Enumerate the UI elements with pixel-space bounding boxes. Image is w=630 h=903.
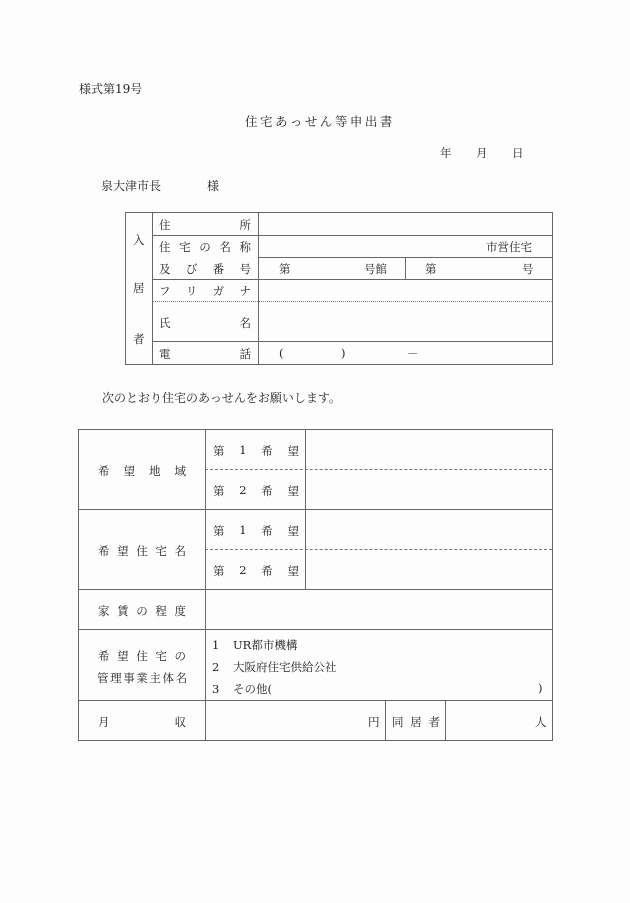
- room-suffix: 号: [522, 262, 534, 276]
- page-title: 住宅あっせん等申出書: [245, 114, 395, 129]
- label-housing-name: 住 宅 の 名 称: [159, 240, 251, 254]
- phone-dash: －: [407, 347, 419, 361]
- side-label-char: 者: [133, 332, 145, 346]
- date-day-label: 日: [512, 146, 524, 160]
- label-rent-level: 家 賃 の 程 度: [98, 604, 186, 618]
- building-suffix: 号館: [364, 262, 387, 276]
- management-option-1[interactable]: 1 UR都市機構: [212, 638, 298, 652]
- phone-field[interactable]: [259, 342, 552, 364]
- area-choice-2-field[interactable]: [306, 470, 552, 509]
- phone-close-paren: ): [341, 346, 346, 360]
- side-label-char: 入: [133, 233, 145, 247]
- addressee-name: 泉大津市長: [101, 179, 162, 193]
- divider: [205, 429, 206, 740]
- address-field[interactable]: [259, 213, 552, 235]
- housing-choice-1-field[interactable]: [306, 510, 552, 549]
- label-housing-choice-2: 第 2 希 望: [213, 563, 299, 578]
- side-label-char: 居: [133, 281, 145, 295]
- furigana-field[interactable]: [259, 280, 552, 301]
- label-housing-number: 及 び 番 号: [159, 262, 251, 276]
- form-number: 様式第19号: [79, 82, 143, 96]
- label-furigana: フ リ ガ ナ: [159, 284, 251, 298]
- rent-level-field[interactable]: [206, 590, 552, 629]
- label-desired-housing: 希 望 住 宅 名: [98, 544, 186, 558]
- building-prefix: 第: [279, 262, 291, 276]
- label-address: 住 所: [159, 218, 251, 232]
- request-text: 次のとおり住宅のあっせんをお願いします。: [102, 391, 341, 405]
- cohabitants-unit: 人: [535, 715, 547, 729]
- divider: [78, 629, 552, 630]
- housing-name-suffix: 市営住宅: [486, 240, 532, 254]
- room-prefix: 第: [425, 262, 437, 276]
- divider: [385, 700, 386, 740]
- cohabitants-field[interactable]: [446, 701, 532, 740]
- management-option-2[interactable]: 2 大阪府住宅供給公社: [212, 660, 337, 674]
- label-management-line1: 希 望 住 宅 の: [98, 649, 186, 663]
- income-unit: 円: [368, 715, 380, 729]
- management-other-field[interactable]: [271, 681, 536, 697]
- label-phone: 電 話: [159, 347, 251, 361]
- area-choice-1-field[interactable]: [306, 430, 552, 469]
- management-option-3[interactable]: 3 その他(: [212, 682, 272, 696]
- label-monthly-income: 月 収: [98, 715, 186, 729]
- label-name: 氏 名: [159, 316, 251, 330]
- label-area-choice-2: 第 2 希 望: [213, 483, 299, 498]
- date-year-label: 年: [440, 146, 452, 160]
- label-cohabitants: 同 居 者: [392, 715, 440, 729]
- label-management-line2: 管理事業主体名: [97, 671, 189, 685]
- label-desired-area: 希 望 地 域: [98, 464, 186, 478]
- management-other-close-paren: ): [538, 681, 543, 695]
- monthly-income-field[interactable]: [206, 701, 366, 740]
- addressee-honorific: 様: [207, 179, 220, 193]
- label-housing-choice-1: 第 1 希 望: [213, 523, 299, 538]
- label-area-choice-1: 第 1 希 望: [213, 443, 299, 458]
- date-month-label: 月: [476, 146, 488, 160]
- phone-open-paren: (: [279, 346, 284, 360]
- housing-choice-2-field[interactable]: [306, 550, 552, 589]
- name-field[interactable]: [259, 302, 552, 341]
